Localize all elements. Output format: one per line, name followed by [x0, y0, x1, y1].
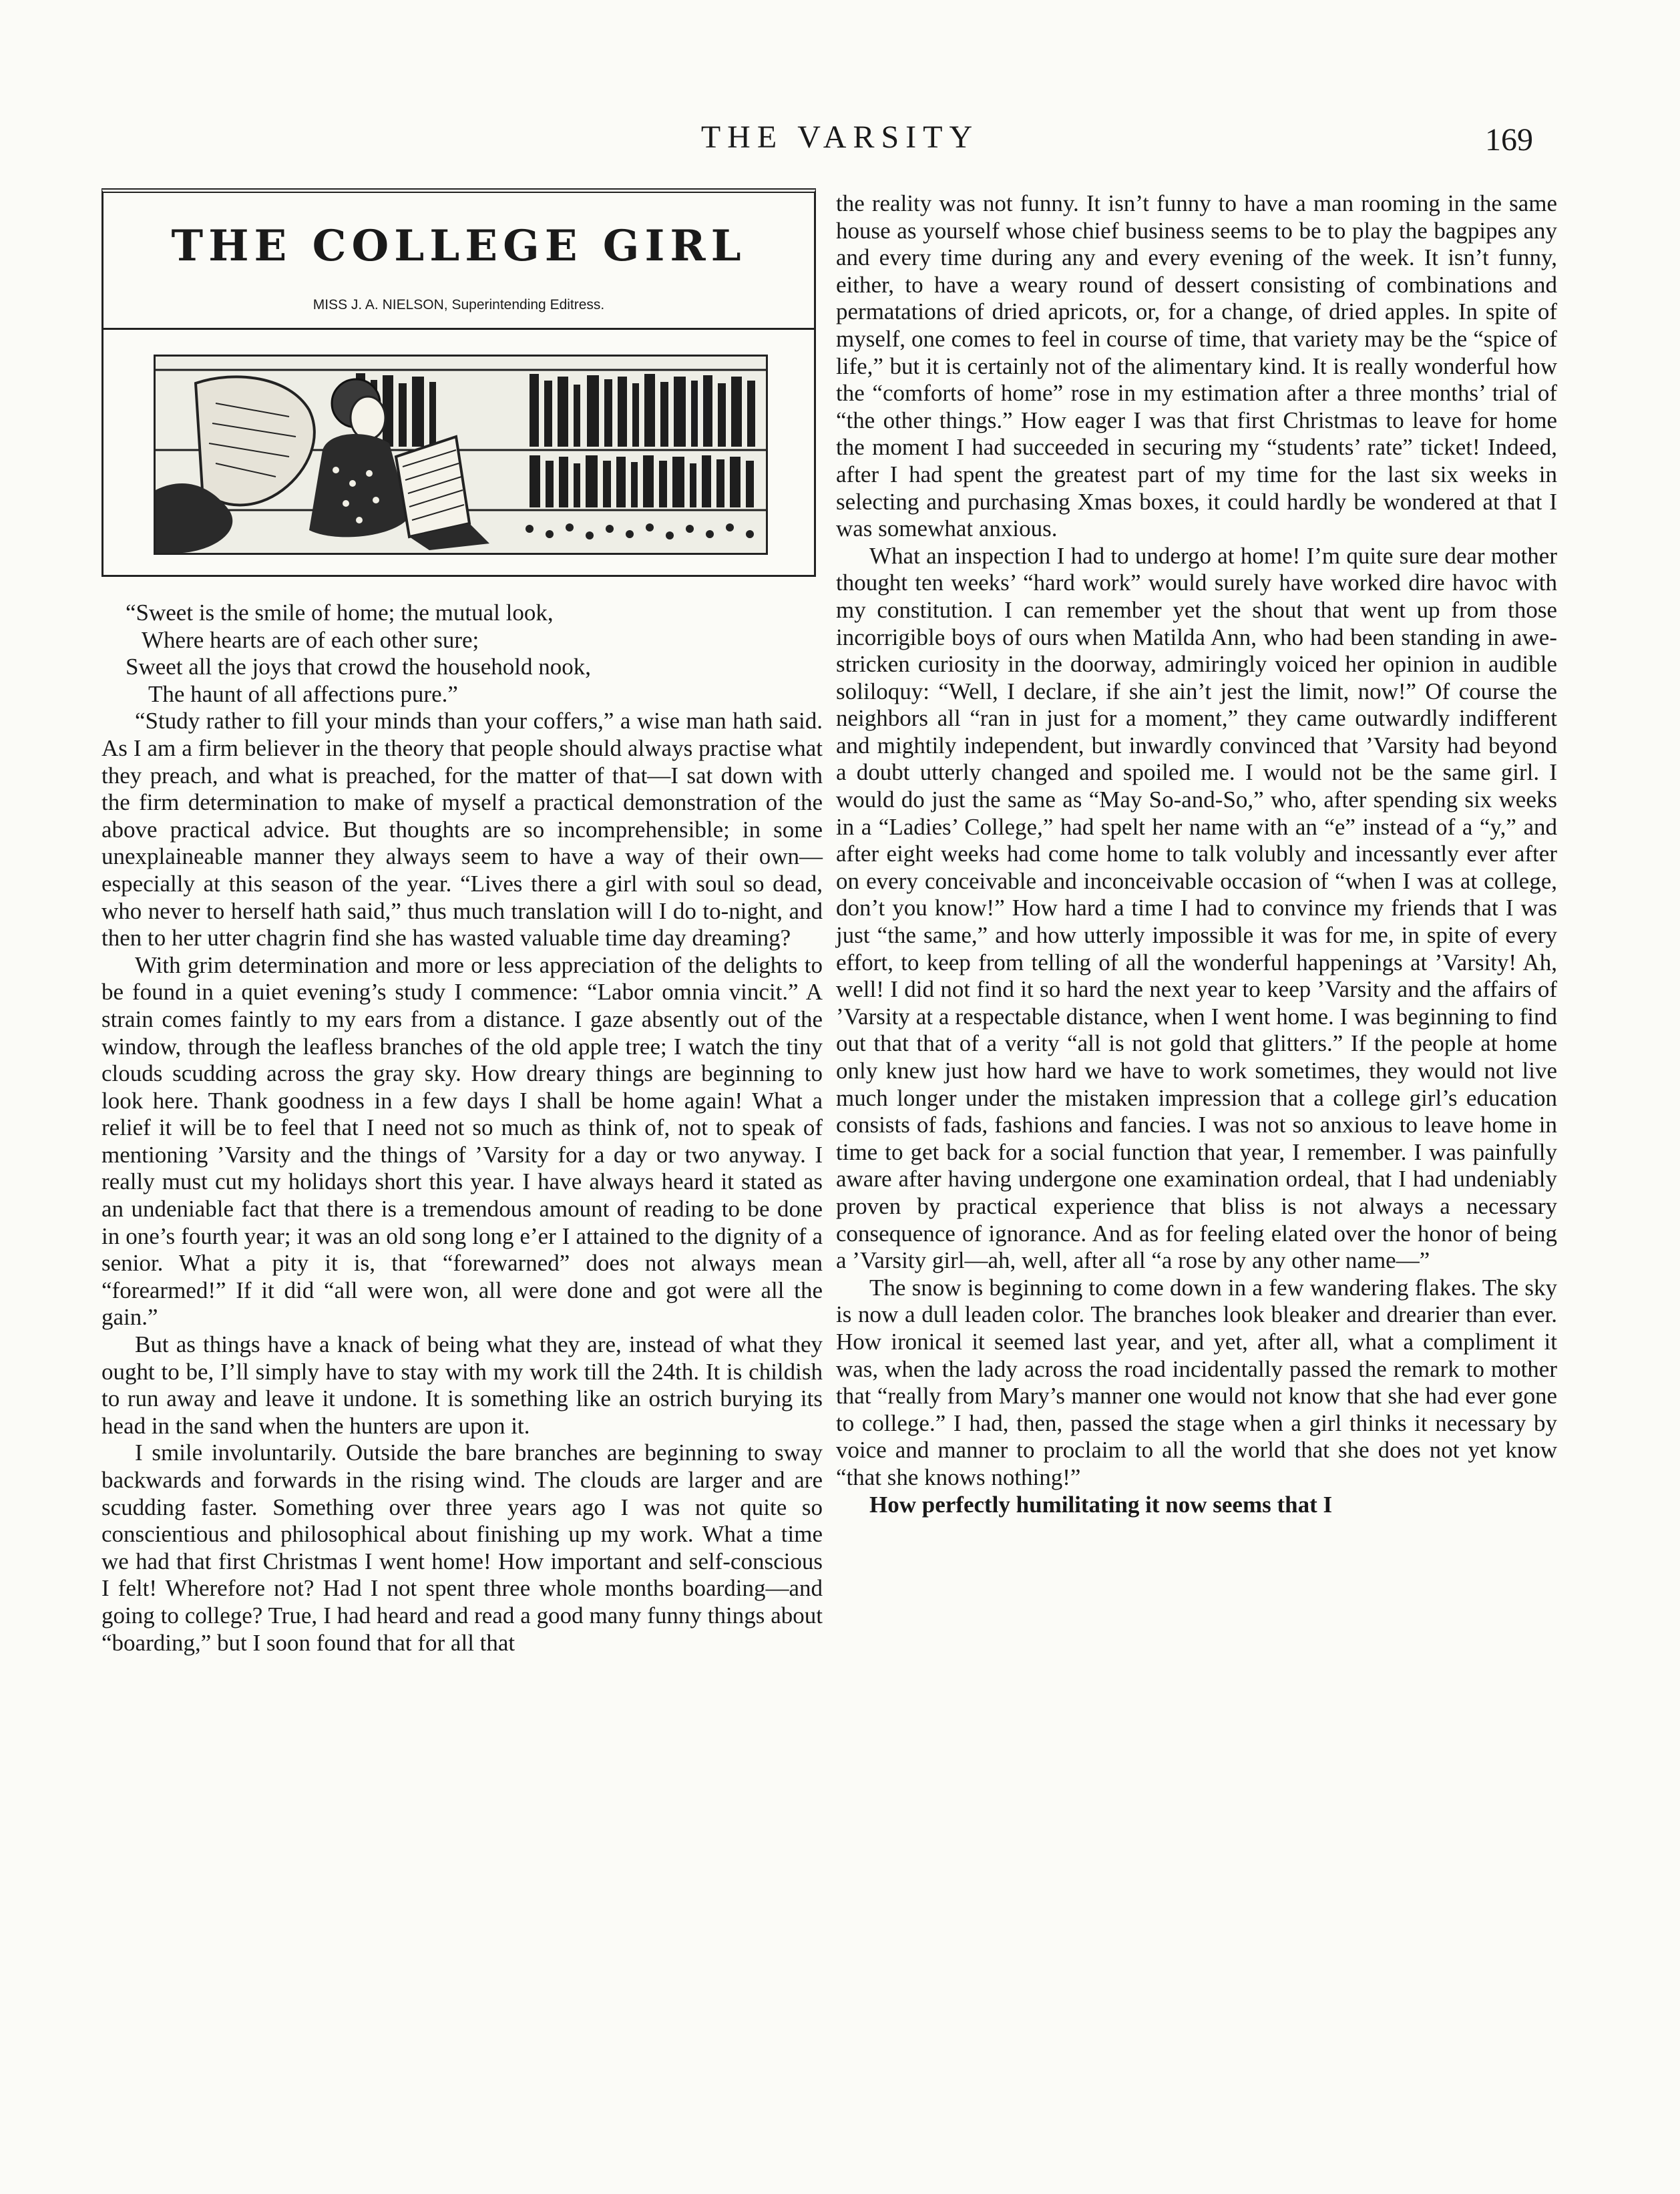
left-column	[101, 188, 823, 1657]
body-paragraph: With grim determination and more or less appreciation of the delights to be found in a quiet evening’s study I commence: “Labor omnia vincit.” A strain comes faintly to my ears from a distance. I gaze absently out of the window, through the leafless branches of the old apple tree; I watch the tiny clouds scudding across the gray sky. How dreary things are beginning to look here. Thank goodness in a few days I shall be home again! What a relief it will be to feel that I need not so much as think of, not to speak of mentioning ’Varsity and the things of ’Varsity for a day or two anyway. I really must cut my holidays short this year. I have always heard it stated as an undeniable fact that there is a tremendous amount of reading to be done in one’s fourth year; it was an old song long e’er I attained to the dignity of a senior. What a pity it is, that “forewarned” does not always mean “forearmed!” If it did “all were won, all were done and got were all the gain.”	[101, 951, 823, 1331]
section-title: THE COLLEGE GIRL	[171, 221, 747, 271]
body-paragraph: the reality was not funny. It isn’t funny to have a man rooming in the same house as yourself whose chief business seems to be to play the bagpipes any and every time during any and every evening of the week. It isn’t funny, either, to have a weary round of dessert consisting of combinations and permatations of dried apricots, or, for a change, of dried apples. In spite of myself, one comes to feel in course of time, that variety may be the “spice of life,” but it is certainly not of the alimentary kind. It is really wonderful how the “comforts of home” rose in my estimation after a three months’ trial of “the other things.” How eager I was that first Christmas to leave for home the moment I had succeeded in securing my “students’ rate” ticket! Indeed, after I had spent the greatest part of my time for the last six weeks in selecting and purchasing Xmas boxes, it could hardly be wondered at that I was somewhat anxious.	[836, 190, 1557, 542]
body-paragraph: “Study rather to fill your minds than your coffers,” a wise man hath said. As I am a firm believer in the theory that people should always practise what they preach, and what is preached, for the matter of that—I sat down with the firm determination to make of myself a practical demonstration of the above practical advice. But thoughts are so incomprehensible; in some unexplaineable manner they always seem to have a way of their own—especially at this season of the year. “Lives there a girl with soul so dead, who never to herself hath said,” thus much translation will I do to-night, and then to her utter chagrin find she has wasted valuable time day dreaming?	[101, 708, 823, 951]
section-header-box	[101, 188, 816, 577]
poem-line: “Sweet is the smile of home; the mutual look,	[126, 600, 554, 626]
reading-girl-illustration	[154, 355, 768, 555]
poem-line: The haunt of all affections pure.”	[148, 680, 458, 707]
poem-line: Sweet all the joys that crowd the household nook,	[126, 654, 591, 680]
section-editor-credit: MISS J. A. NIELSON, Superintending Editress.	[312, 297, 605, 312]
running-head	[0, 119, 1680, 166]
opening-poem	[101, 600, 823, 708]
illustration-art	[156, 357, 766, 553]
right-column	[836, 190, 1557, 1518]
body-paragraph: The snow is beginning to come down in a few wandering flakes. The sky is now a dull leaden color. The branches look bleaker and drearier than ever. How ironical it seemed last year, and yet, after all, what a compliment it was, when the lady across the road incidentally passed the remark to mother that “really from Mary’s manner one would not know that she had ever gone to college.” I had, then, passed the stage when a girl thinks it necessary by voice and manner to proclaim to all the world that she does not yet know “that she knows nothing!”	[836, 1274, 1557, 1490]
body-paragraph: I smile involuntarily. Outside the bare branches are beginning to sway backwards and forwards in the rising wind. The clouds are larger and are scudding faster. Something over three years ago I was not quite so conscientious and philosophical about finishing up my work. What a time we had that first Christmas I went home! How important and self-conscious I felt! Wherefore not? Had I not spent three whole months boarding—and going to college? True, I had heard and read a good many funny things about “boarding,” but I soon found that for all that	[101, 1440, 823, 1656]
body-paragraph: But as things have a knack of being what they are, instead of what they ought to be, I’ll simply have to stay with my work till the 24th. It is childish to run away and leave it undone. It is something like an ostrich burying its head in the sand when the hunters are upon it.	[101, 1331, 823, 1439]
page-number: 169	[1485, 122, 1533, 158]
poem-line: Where hearts are of each other sure;	[142, 626, 479, 653]
journal-title: THE VARSITY	[700, 120, 980, 155]
body-paragraph: How perfectly humilitating it now seems that I	[869, 1491, 1333, 1518]
body-paragraph: What an inspection I had to undergo at home! I’m quite sure dear mother thought ten weeks’ “hard work” would surely have worked dire havoc with my constitution. I can remember yet the shout that went up from those incorrigible boys of ours when Matilda Ann, who had been standing in awe-stricken curiosity in the doorway, admiringly voiced her opinion in audible soliloquy: “Well, I declare, if she ain’t jest the limit, now!” Of course the neighbors all “ran in just for a moment,” they came outwardly indifferent and mightily independent, but inwardly convinced that ’Varsity had beyond a doubt utterly changed and spoiled me. I would not be the same girl. I would do just the same as “May So-and-So,” who, after spending six weeks in a “Ladies’ College,” had spelt her name with an “e” instead of a “y,” and after eight weeks had come home to talk volubly and incessantly ever after on every conceivable and inconceivable occasion of “when I was at college, don’t you know!” How hard a time I had to convince my friends that I was just “the same,” and how utterly impossible it was for me, in spite of every effort, to keep from telling of all the wonderful happenings at ’Varsity! Ah, well! I did not find it so hard the next year to keep ’Varsity and the affairs of ’Varsity at a respectable distance, when I went home. I was beginning to find out that that of a verity “all is not gold that glitters.” If the people at home only knew just how hard we have to work sometimes, they would not live much longer under the mistaken impression that a college girl’s education consists of fads, fashions and fancies. I was not so anxious to leave home in time to get back for a social function that year, I remember. I was painfully aware after having undergone one examination ordeal, that I had undeniably proven by practical experience that bliss is not always a necessary consequence of ignorance. And as for feeling elated over the honor of being a ’Varsity girl—ah, well, after all “a rose by any other name—”	[836, 542, 1557, 1274]
section-divider	[103, 328, 814, 330]
